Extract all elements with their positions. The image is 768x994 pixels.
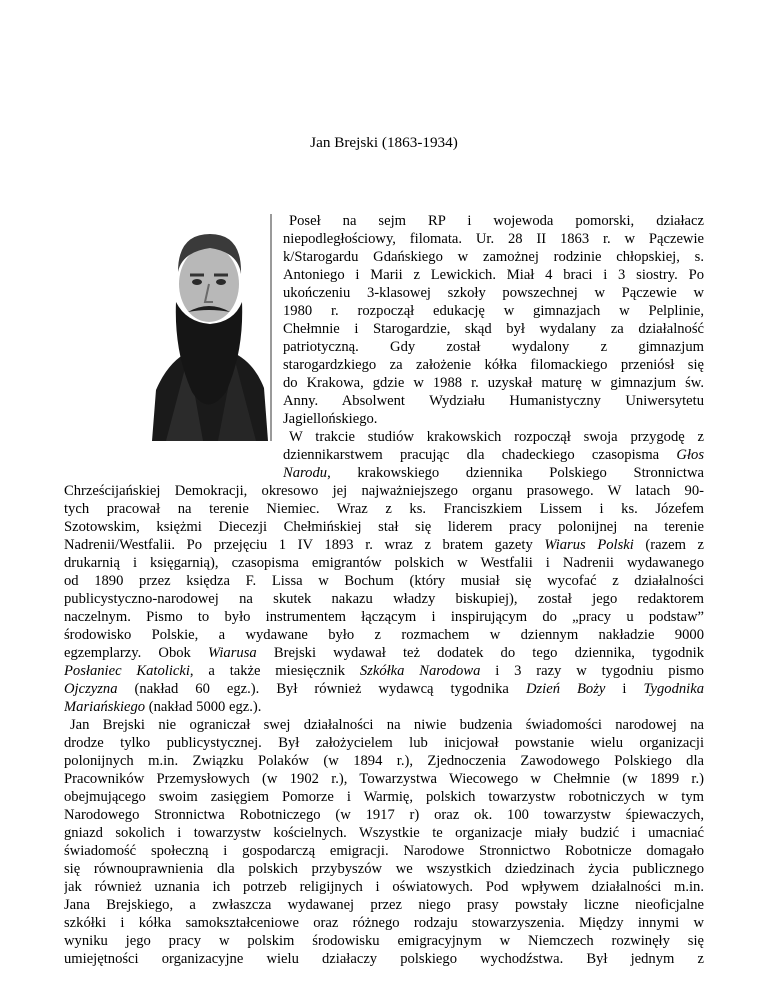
text-segment: (nakład 5000 egz.). <box>148 699 262 715</box>
text-line: patriotyczną. Gdy został wydalony z gimnazjum <box>283 339 704 355</box>
text-line-mixed <box>283 446 704 464</box>
text-line-mixed <box>64 662 704 680</box>
italic-title: Dzień Boży <box>525 681 606 697</box>
text-line-mixed <box>64 644 704 662</box>
text-line: obejmującego swoim zasięgiem Pomorze i Warmię, polskich towarzystw robotniczych w tym <box>64 789 704 805</box>
text-line: Jana Brejskiego, a zwłaszcza wydawanej przez niego prasy powstały liczne nieoficjalne <box>64 897 704 913</box>
text-line: się równouprawnienia dla polskich przybyszów we wszystkich dziedzinach życia publicznego <box>64 861 704 877</box>
text-segment: Nadrenii/Westfalii. Po przejęciu 1 IV 1893 r. wraz z bratem gazety <box>64 537 533 553</box>
text-segment: (razem z <box>645 537 704 553</box>
text-line: starogardzkiego za założenie kółka filomackiego przeniósł się <box>283 357 704 373</box>
text-line: od 1890 przez księdza F. Lissa w Bochum (który musiał się wycofać z działalności <box>64 573 704 589</box>
italic-title: Tygodnika <box>643 681 704 697</box>
text-line: Antoniego i Marii z Lewickich. Miał 4 braci i 3 siostry. Po <box>283 267 704 283</box>
paragraph-organizations <box>64 716 704 968</box>
text-segment: i <box>622 681 627 697</box>
text-line: ukończeniu 3-klasowej szkoły powszechnej w Pączewie w <box>283 285 704 301</box>
text-line: k/Starogardu Gdańskiego w zamożnej rodzinie chłopskiej, s. <box>283 249 704 265</box>
text-segment: (nakład 60 egz.). Był również wydawcą tygodnika <box>134 681 509 697</box>
text-line: Narodowego Stronnictwa Robotniczego (w 1917 r) oraz ok. 100 towarzystw śpiewaczych, <box>64 807 704 823</box>
text-line: Jagiellońskiego. <box>283 411 378 427</box>
paragraph-journalism <box>64 482 704 716</box>
text-line: gniazd sokolich i towarzystw kościelnych. Wszystkie te organizacje miały budzić i umacniać <box>64 825 704 841</box>
text-line: 1980 r. rozpoczął edukację w gimnazjach w Pelplinie, <box>283 303 704 319</box>
text-segment: egzemplarzy. Obok <box>64 645 191 661</box>
text-line-mixed <box>64 698 704 716</box>
italic-title: Szkółka Narodowa <box>359 663 481 679</box>
text-line: środowisko Polskie, a wydawane było z rozmachem w dziennym nakładzie 9000 <box>64 627 704 643</box>
text-line: szkółki i kółka samokształceniowe oraz różnego rodzaju stowarzyszenia. Między innymi w <box>64 915 704 931</box>
text-segment: dziennikarstwem pracując dla chadeckiego czasopisma <box>283 447 660 463</box>
text-line-mixed <box>64 536 704 554</box>
page-title: Jan Brejski (1863-1934) <box>310 134 458 151</box>
italic-title: Wiarusa <box>208 645 257 661</box>
text-line: polonijnych m.in. Związku Polaków (w 1894 r.), Zjednoczenia Zawodowego Polskiego dla <box>64 753 704 769</box>
text-line: Poseł na sejm RP i wojewoda pomorski, działacz <box>289 213 704 229</box>
italic-title: Narodu <box>283 465 328 481</box>
text-line: W trakcie studiów krakowskich rozpoczął swoja przygodę z <box>289 429 704 445</box>
text-line-mixed <box>64 680 704 698</box>
paragraph-journalism-intro <box>283 428 704 482</box>
text-segment: , a także miesięcznik <box>189 663 346 679</box>
text-line: wyniku jego pracy w polskim środowisku emigracyjnym w Niemczech rozwinęły się <box>64 933 704 949</box>
text-line: Pracowników Przemysłowych (w 1902 r.), Towarzystwa Wiecowego w Chełmnie (w 1899 r.) <box>64 771 704 787</box>
text-line: naczelnym. Pismo to było instrumentem łączącym i inspirującym do „pracy u podstaw” <box>64 609 704 625</box>
text-line-mixed: Narodu, krakowskiego dziennika Polskiego Stronnictwa <box>283 465 704 481</box>
portrait-photo-icon <box>148 212 272 441</box>
text-line: publicystyczno-narodowej na skutek nakazu władzy biskupiej), został jego redaktorem <box>64 591 704 607</box>
text-line: umiejętności organizacyjne wielu działaczy polskiego wychodźstwa. Był jednym z <box>64 951 704 967</box>
text-line: do Krakowa, gdzie w 1988 r. uzyskał maturę w gimnazjum św. <box>283 375 704 391</box>
text-segment: Brejski wydawał też dodatek do tego dziennika, tygodnik <box>273 645 704 661</box>
text-line: drodze tylko publicystycznej. Był założycielem lub inicjował powstanie wielu organizacji <box>64 735 704 751</box>
text-line: tych pracował na terenie Niemiec. Wraz z ks. Franciszkiem Lissem i ks. Józefem <box>64 501 704 517</box>
italic-title: Ojczyzna <box>64 681 118 697</box>
text-line: Anny. Absolwent Wydziału Humanistyczny Uniwersytetu <box>283 393 704 409</box>
text-line: drukarnią i księgarnią), czasopisma emigrantów polskich w Westfalii i Nadrenii wydawanego <box>64 555 704 571</box>
text-line: jak również uznania ich potrzeb religijnych i oświatowych. Pod wpływem działalności m.in. <box>64 879 704 895</box>
text-line: Chełmnie i Starogardzie, skąd był wydalany za działalność <box>283 321 704 337</box>
text-segment: i 3 razy w tygodniu pismo <box>495 663 704 679</box>
text-line: Szotowskim, księżmi Diecezji Chełmińskiej stał się liderem pracy polonijnej na terenie <box>64 519 704 535</box>
text-line: Chrześcijańskiej Demokracji, okresowo jej najważniejszego organu prasowego. W latach 90- <box>64 483 704 499</box>
text-segment: krakowskiego dziennika Polskiego Stronnictwa <box>357 465 704 481</box>
italic-title: Posłaniec Katolicki <box>64 663 190 679</box>
italic-title: Głos <box>676 447 704 463</box>
paragraph-intro <box>283 212 704 428</box>
italic-title: Mariańskiego <box>64 699 146 715</box>
text-line: Jan Brejski nie ograniczał swej działalności na niwie budzenia świadomości narodowej na <box>70 717 704 733</box>
text-line: niepodległościowy, filomata. Ur. 28 II 1863 r. w Pączewie <box>283 231 704 247</box>
italic-title: Wiarus Polski <box>544 537 634 553</box>
text-line: świadomość społeczną i gospodarczą emigracji. Narodowe Stronnictwo Robotnicze domagało <box>64 843 704 859</box>
